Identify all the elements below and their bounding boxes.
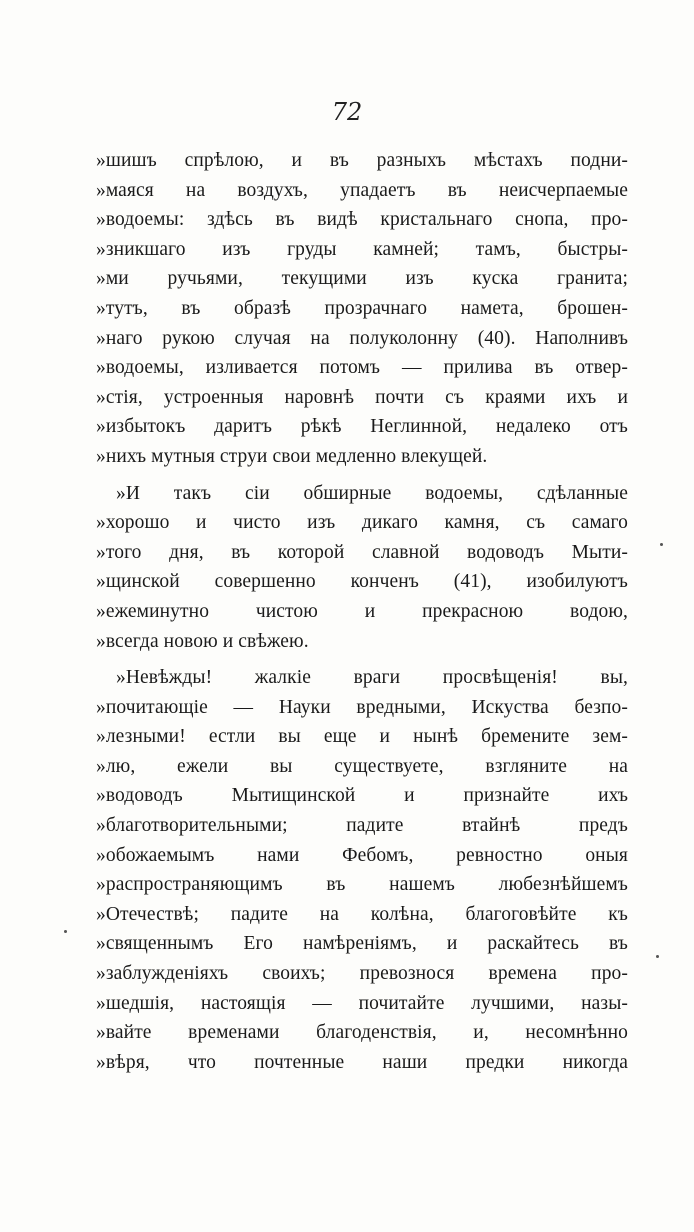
text-line: »обожаемымъ нами Фебомъ, ревностно оныя: [96, 844, 628, 866]
text-line: »ежеминутно чистою и прекрасною водою,: [96, 600, 628, 622]
text-line: »хорошо и чисто изъ дикаго камня, съ самаго: [96, 512, 628, 534]
page-number: 72: [331, 98, 363, 126]
text-line: »вайте временами благоденствія, и, несомнѣнно: [96, 1022, 628, 1044]
text-line: »щинской совершенно конченъ (41), изобилуютъ: [96, 571, 628, 593]
text-line: »лезными! естли вы еще и нынѣ бремените зем-: [96, 726, 628, 748]
body-text: [96, 146, 628, 1077]
text-line: »наго рукою случая на полуколонну (40). Наполнивъ: [96, 327, 628, 349]
text-line: »почитающіе — Науки вредными, Искуства безпо-: [96, 696, 628, 718]
text-line: »заблужденіяхъ своихъ; превознося времена про-: [96, 963, 628, 985]
text-line: »того дня, въ которой славной водоводъ Мыти-: [96, 541, 628, 563]
text-line: »тутъ, въ образѣ прозрачнаго намета, брошен-: [96, 297, 628, 319]
text-line: »стія, устроенныя наровнѣ почти съ краями ихъ и: [96, 386, 628, 408]
text-line: »вѣря, что почтенные наши предки никогда: [96, 1051, 628, 1073]
paragraph-gap: [96, 656, 628, 663]
ink-speck: [656, 955, 659, 958]
text-line: »ми ручьями, текущими изъ куска гранита;: [96, 268, 628, 290]
text-line: »Отечествѣ; падите на колѣна, благоговѣйте къ: [96, 903, 628, 925]
paragraph-gap: [96, 472, 628, 479]
text-line: »И такъ сіи обширные водоемы, сдѣланные: [116, 482, 628, 504]
text-line: »всегда новою и свѣжею.: [96, 630, 309, 652]
text-line: »водоемы: здѣсь въ видѣ кристальнаго снопа, про-: [96, 209, 628, 231]
text-line: »священнымъ Его намѣреніямъ, и раскайтесь въ: [96, 933, 628, 955]
text-line: »водоводъ Мытищинской и признайте ихъ: [96, 785, 628, 807]
text-line: »шедшія, настоящія — почитайте лучшими, назы-: [96, 992, 628, 1014]
ink-speck: [660, 543, 663, 546]
ink-speck: [64, 930, 67, 933]
text-line: »избытокъ даритъ рѣкѣ Неглинной, недалеко отъ: [96, 416, 628, 438]
text-line: »лю, ежели вы существуете, взглянитe на: [96, 755, 628, 777]
text-line: »шишъ спрѣлою, и въ разныхъ мѣстахъ подни-: [96, 150, 628, 171]
paragraph-3: [96, 663, 628, 1077]
text-line: »Невѣжды! жалкіе враги просвѣщенія! вы,: [116, 667, 628, 689]
text-line: »распространяющимъ въ нашемъ любезнѣйшемъ: [96, 874, 628, 896]
text-line: »зникшаго изъ груды камней; тамъ, быстры-: [96, 238, 628, 260]
text-line: »нихъ мутныя струи свои медленно влекущей.: [96, 445, 488, 467]
text-line: »благотворительными; падите втайнѣ предъ: [96, 815, 628, 837]
text-line: »маяся на воздухъ, упадаетъ въ неисчерпаемые: [96, 179, 628, 201]
paragraph-1: [96, 146, 628, 472]
text-line: »водоемы, изливается потомъ — прилива въ отвер-: [96, 357, 628, 379]
paragraph-2: [96, 479, 628, 657]
